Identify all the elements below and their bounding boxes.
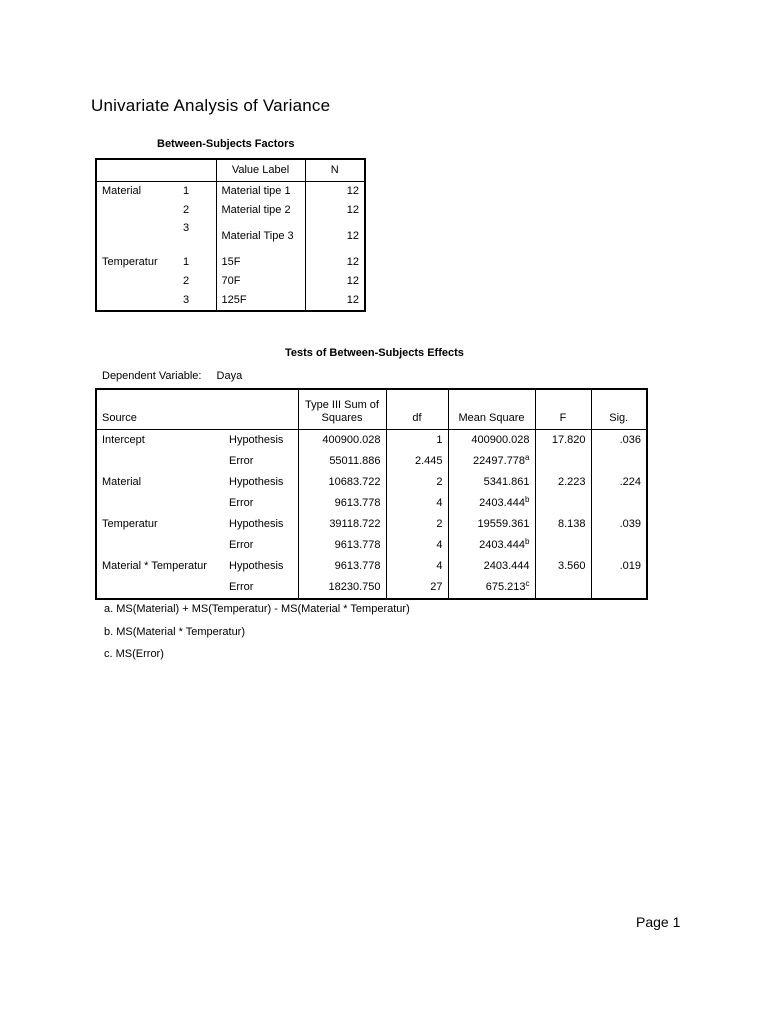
sig-cell: .036 xyxy=(591,430,647,452)
factor-name xyxy=(96,201,178,220)
dependent-variable-value: Daya xyxy=(216,370,243,382)
page-number: Page 1 xyxy=(636,914,681,930)
factor-level: 3 xyxy=(183,222,190,234)
factor-level: 1 xyxy=(183,256,190,268)
sig-cell xyxy=(591,493,647,514)
term-cell: Hypothesis xyxy=(229,518,284,530)
value-label: 70F xyxy=(216,272,305,291)
value-label: Material tipe 2 xyxy=(216,201,305,220)
ms-value: 5341.861 xyxy=(483,476,530,488)
table-row xyxy=(96,514,647,535)
source-cell: Intercept xyxy=(102,434,145,446)
dependent-variable-label: Dependent Variable: xyxy=(102,370,202,382)
term-cell: Error xyxy=(229,581,254,593)
n-value: 12 xyxy=(305,182,365,202)
source-cell: Material * Temperatur xyxy=(102,560,207,572)
ms-footnote-marker: b xyxy=(525,495,530,504)
factors-table-title: Between-Subjects Factors xyxy=(157,138,295,150)
n-value: 12 xyxy=(305,291,365,311)
sig-cell: .224 xyxy=(591,472,647,493)
ss-cell: 10683.722 xyxy=(298,472,386,493)
term-cell: Error xyxy=(229,497,254,509)
sig-cell: .019 xyxy=(591,556,647,577)
table-row xyxy=(96,451,647,472)
source-cell: Temperatur xyxy=(102,518,158,530)
f-cell xyxy=(535,493,591,514)
table-row xyxy=(96,220,365,253)
ms-value: 2403.444 xyxy=(479,497,526,509)
factor-level: 2 xyxy=(183,275,190,287)
source-cell xyxy=(96,577,224,599)
ms-footnote-marker: a xyxy=(525,453,530,462)
ss-cell: 9613.778 xyxy=(298,556,386,577)
term-cell: Hypothesis xyxy=(229,476,284,488)
f-cell: 8.138 xyxy=(535,514,591,535)
header-source: Source xyxy=(96,389,224,430)
df-cell: 4 xyxy=(386,535,448,556)
ms-value: 2403.444 xyxy=(479,539,526,551)
source-cell xyxy=(96,493,224,514)
n-value: 12 xyxy=(305,253,365,272)
f-cell: 2.223 xyxy=(535,472,591,493)
table-row xyxy=(96,291,365,311)
df-cell: 27 xyxy=(386,577,448,599)
table-header-row xyxy=(96,389,647,430)
table-row xyxy=(96,535,647,556)
n-value: 12 xyxy=(305,201,365,220)
ms-value: 675.213 xyxy=(485,581,526,593)
ms-cell xyxy=(448,430,535,452)
table-row xyxy=(96,430,647,452)
effects-table-title: Tests of Between-Subjects Effects xyxy=(285,347,464,359)
ss-cell: 9613.778 xyxy=(298,493,386,514)
sig-cell xyxy=(591,451,647,472)
ms-value: 19559.361 xyxy=(477,518,530,530)
header-sig: Sig. xyxy=(591,389,647,430)
ms-value: 2403.444 xyxy=(483,560,530,572)
ms-cell xyxy=(448,493,535,514)
table-row xyxy=(96,556,647,577)
factor-level: 1 xyxy=(183,185,190,197)
df-cell: 2 xyxy=(386,514,448,535)
df-cell: 4 xyxy=(386,556,448,577)
value-label: Material tipe 1 xyxy=(216,182,305,202)
footnote-c: c. MS(Error) xyxy=(104,648,164,660)
table-row xyxy=(96,493,647,514)
header-n: N xyxy=(305,159,365,182)
term-cell: Hypothesis xyxy=(229,560,284,572)
header-value-label: Value Label xyxy=(216,159,305,182)
ms-value: 22497.778 xyxy=(473,455,526,467)
ms-value: 400900.028 xyxy=(471,434,530,446)
ms-cell xyxy=(448,514,535,535)
factor-name xyxy=(96,291,178,311)
header-blank xyxy=(224,389,298,430)
table-row xyxy=(96,182,365,202)
table-row xyxy=(96,201,365,220)
ms-cell xyxy=(448,556,535,577)
ss-cell: 18230.750 xyxy=(298,577,386,599)
value-label: 125F xyxy=(216,291,305,311)
ss-cell: 9613.778 xyxy=(298,535,386,556)
df-cell: 1 xyxy=(386,430,448,452)
f-cell xyxy=(535,535,591,556)
sig-cell xyxy=(591,577,647,599)
table-header-row xyxy=(96,159,365,182)
header-f: F xyxy=(535,389,591,430)
f-cell: 3.560 xyxy=(535,556,591,577)
df-cell: 2.445 xyxy=(386,451,448,472)
factor-name: Material xyxy=(102,185,142,197)
ms-cell xyxy=(448,451,535,472)
between-subjects-effects-table xyxy=(95,388,648,600)
factor-name xyxy=(96,220,178,253)
term-cell: Error xyxy=(229,455,254,467)
ms-cell xyxy=(448,472,535,493)
f-cell xyxy=(535,577,591,599)
ms-cell xyxy=(448,577,535,599)
ms-cell xyxy=(448,535,535,556)
header-blank xyxy=(96,159,178,182)
header-sum-of-squares: Type III Sum of Squares xyxy=(298,389,386,430)
df-cell: 2 xyxy=(386,472,448,493)
header-mean-square: Mean Square xyxy=(448,389,535,430)
n-value: 12 xyxy=(305,272,365,291)
source-cell: Material xyxy=(102,476,142,488)
factor-level: 3 xyxy=(183,294,190,306)
term-cell: Hypothesis xyxy=(229,434,284,446)
sig-cell xyxy=(591,535,647,556)
source-cell xyxy=(96,535,224,556)
table-row xyxy=(96,253,365,272)
factor-name: Temperatur xyxy=(102,256,158,268)
header-df: df xyxy=(386,389,448,430)
f-cell: 17.820 xyxy=(535,430,591,452)
df-cell: 4 xyxy=(386,493,448,514)
factor-name xyxy=(96,272,178,291)
footnote-a: a. MS(Material) + MS(Temperatur) - MS(Material * Temperatur) xyxy=(104,603,410,615)
ss-cell: 400900.028 xyxy=(298,430,386,452)
header-blank xyxy=(178,159,216,182)
f-cell xyxy=(535,451,591,472)
value-label: Material Tipe 3 xyxy=(216,220,305,253)
n-value: 12 xyxy=(305,220,365,253)
factor-level: 2 xyxy=(183,204,190,216)
footnote-b: b. MS(Material * Temperatur) xyxy=(104,626,246,638)
ms-footnote-marker: c xyxy=(525,579,530,588)
ss-cell: 55011.886 xyxy=(298,451,386,472)
table-row xyxy=(96,272,365,291)
dependent-variable-line xyxy=(102,370,242,382)
value-label: 15F xyxy=(216,253,305,272)
sig-cell: .039 xyxy=(591,514,647,535)
source-cell xyxy=(96,451,224,472)
between-subjects-factors-table xyxy=(95,158,366,312)
term-cell: Error xyxy=(229,539,254,551)
ms-footnote-marker: b xyxy=(525,537,530,546)
table-row xyxy=(96,472,647,493)
ss-cell: 39118.722 xyxy=(298,514,386,535)
table-row xyxy=(96,577,647,599)
page-title: Univariate Analysis of Variance xyxy=(91,96,331,115)
